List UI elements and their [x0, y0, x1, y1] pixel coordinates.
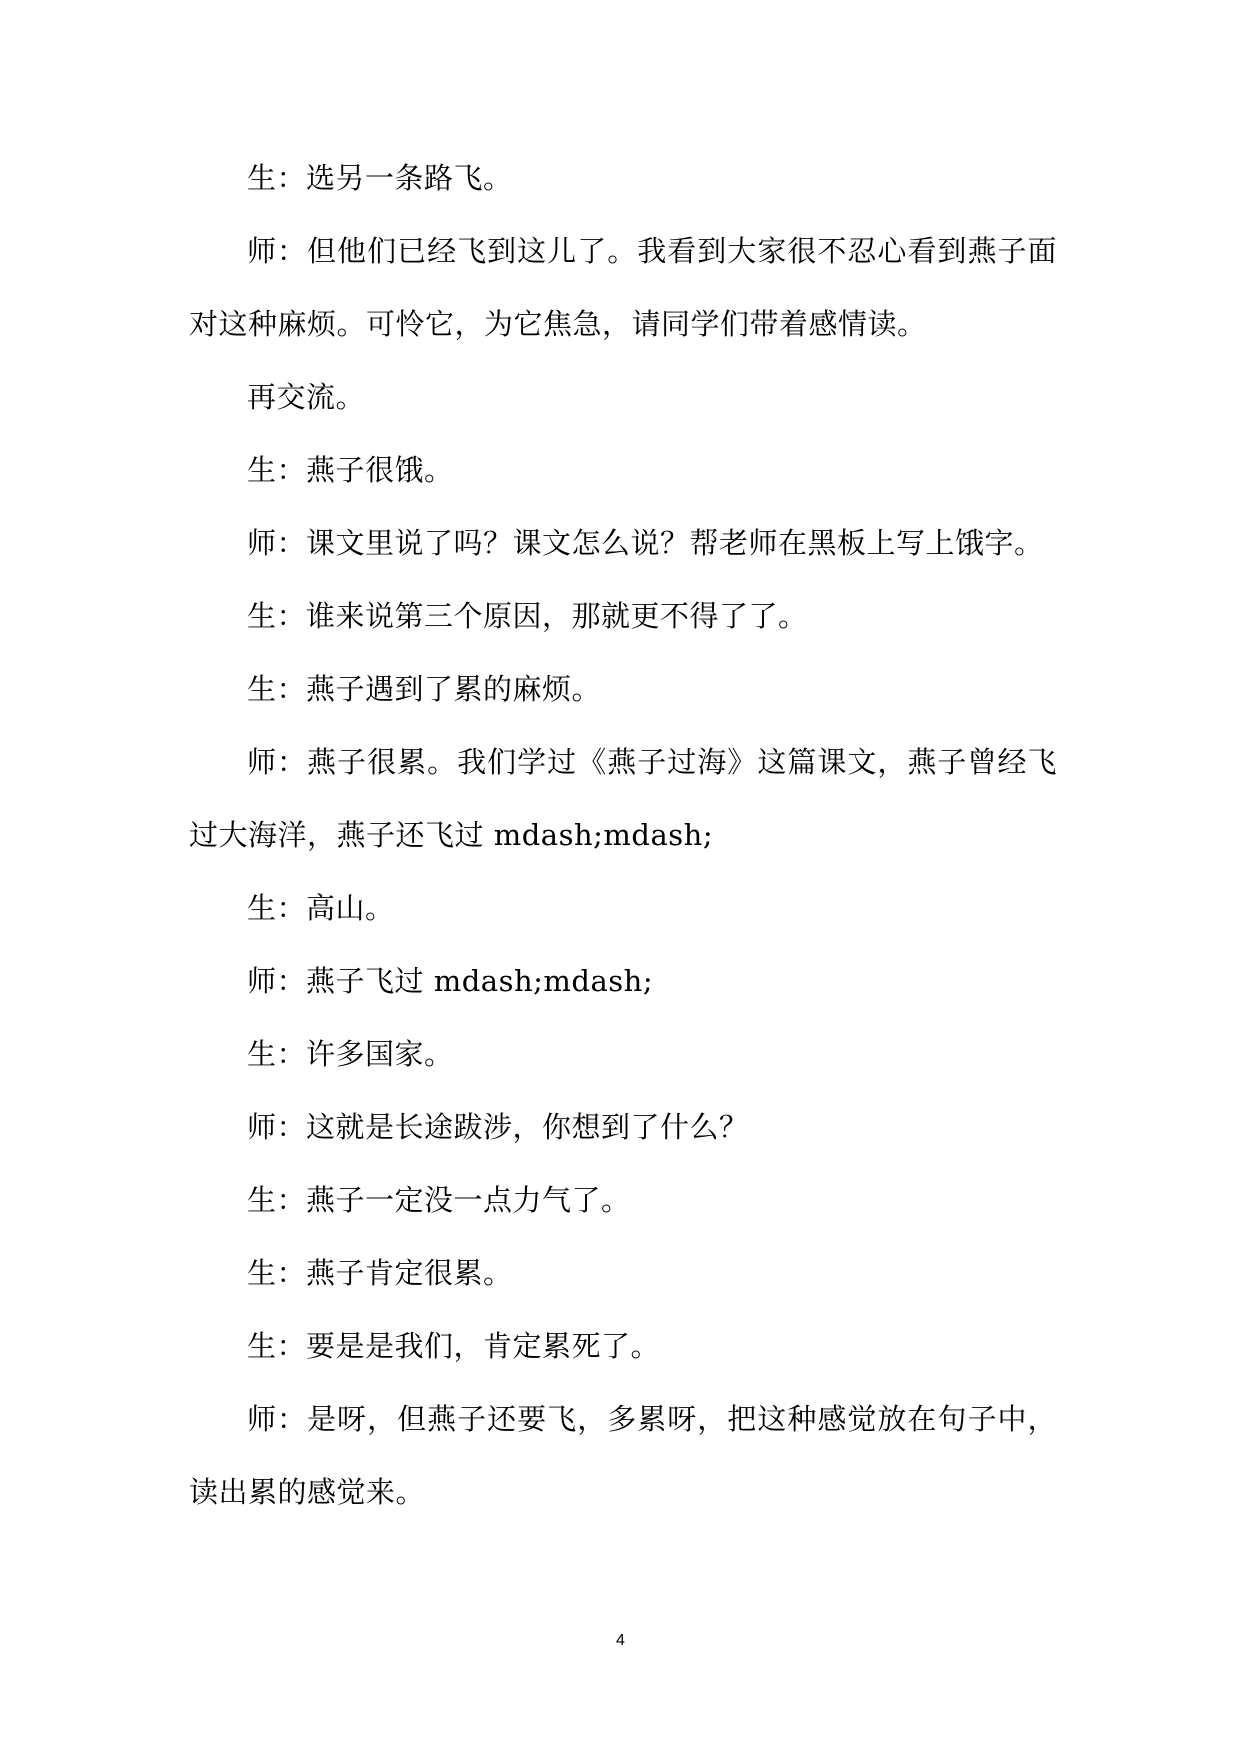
paragraph: 师：课文里说了吗？课文怎么说？帮老师在黑板上写上饿字。	[247, 526, 1044, 560]
paragraph: 生：谁来说第三个原因，那就更不得了了。	[247, 599, 808, 633]
paragraph: 生：燕子肯定很累。	[247, 1256, 513, 1290]
paragraph: 生：高山。	[247, 891, 395, 925]
paragraph: 生：燕子一定没一点力气了。	[247, 1183, 631, 1217]
paragraph: 生：要是是我们，肯定累死了。	[247, 1329, 661, 1363]
paragraph: 生：燕子遇到了累的麻烦。	[247, 672, 602, 706]
paragraph: 师：燕子很累。我们学过《燕子过海》这篇课文，燕子曾经飞过大海洋，燕子还飞过 mdash;mdash;	[189, 745, 1057, 852]
paragraph: 师：这就是长途跋涉，你想到了什么？	[247, 1110, 749, 1144]
paragraph: 生：许多国家。	[247, 1037, 454, 1071]
paragraph: 师：燕子飞过 mdash;mdash;	[247, 964, 654, 998]
paragraph: 再交流。	[247, 380, 366, 414]
paragraph: 师：是呀，但燕子还要飞，多累呀，把这种感觉放在句子中，读出累的感觉来。	[189, 1402, 1057, 1509]
paragraph: 生：燕子很饿。	[247, 453, 454, 487]
paragraph: 师：但他们已经飞到这儿了。我看到大家很不忍心看到燕子面对这种麻烦。可怜它，为它焦急，请同学们带着感情读。	[189, 234, 1057, 341]
paragraph: 生：选另一条路飞。	[247, 161, 513, 195]
page-number: 4	[616, 1632, 625, 1649]
document-body	[189, 142, 1057, 1529]
